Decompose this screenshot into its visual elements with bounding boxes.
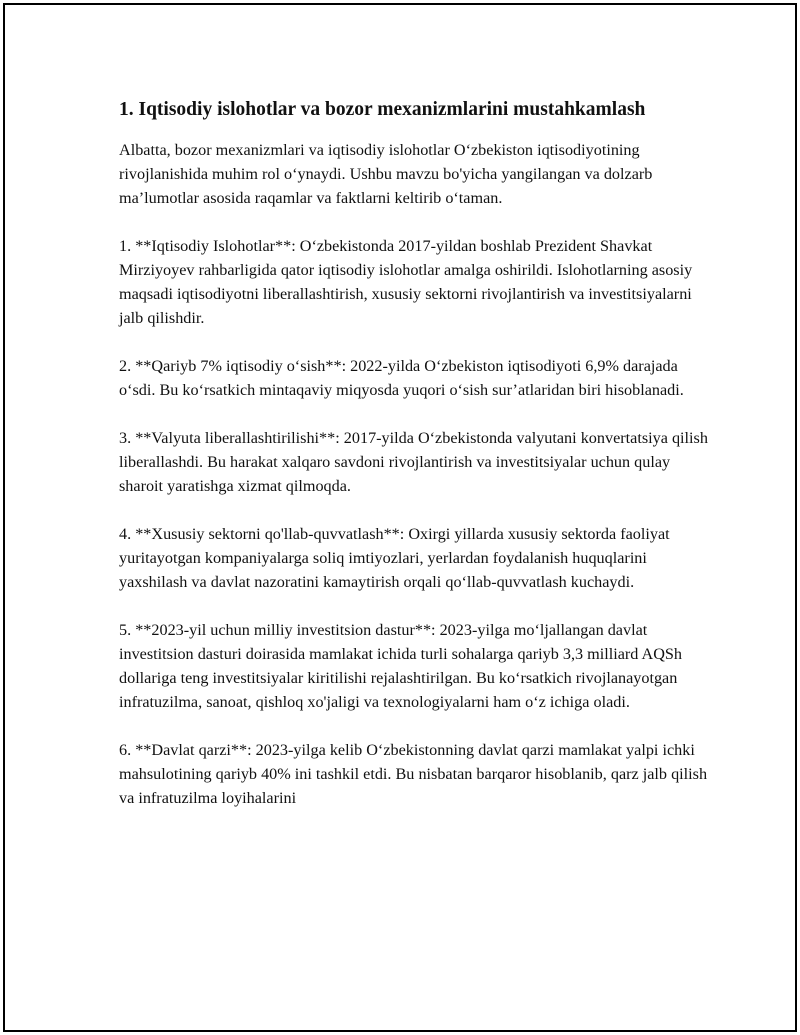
item-private-sector-support: 4. **Xususiy sektorni qo'llab-quvvatlash**: Oxirgi yillarda xususiy sektorda faoliyat yuritayotgan kompaniyalarga soliq imtiyozlari, yerlardan foydalanish huquqlarini yaxshilash va davlat nazoratini kamaytirish orqali qo‘llab-quvvatlash kuchaydi. — [119, 525, 670, 591]
item-public-debt: 6. **Davlat qarzi**: 2023-yilga kelib O‘zbekistonning davlat qarzi mamlakat yalpi ichki mahsulotining qariyb 40% ini tashkil etdi. Bu nisbatan barqaror hisoblanib, qarz jalb qilish va infratuzilma loyihalarini — [119, 741, 708, 807]
item-currency-liberalization: 3. **Valyuta liberallashtirilishi**: 2017-yilda O‘zbekistonda valyutani konvertatsiya qilish liberallashdi. Bu harakat xalqaro savdoni rivojlantirish va investitsiyalar uchun qulay sharoit yaratishga xizmat qilmoqda. — [119, 429, 708, 495]
document-body — [119, 97, 709, 834]
intro-paragraph: Albatta, bozor mexanizmlari va iqtisodiy islohotlar O‘zbekiston iqtisodiyotining rivojlanishida muhim rol o‘ynaydi. Ushbu mavzu bo'yicha yangilangan va dolzarb ma’lumotlar asosida raqamlar va faktlarni keltirib o‘taman. — [119, 141, 653, 207]
page-frame — [3, 3, 797, 1032]
item-investment-program: 5. **2023-yil uchun milliy investitsion dastur**: 2023-yilga mo‘ljallangan davlat investitsion dasturi doirasida mamlakat ichida turli sohalarga qariyb 3,3 milliard AQSh dollariga teng investitsiyalar kiritilishi rejalashtirilgan. Bu ko‘rsatkich rivojlanayotgan infratuzilma, sanoat, qishloq xo'jaligi va texnologiyalarni ham o‘z ichiga oladi. — [119, 621, 683, 711]
item-economic-reforms: 1. **Iqtisodiy Islohotlar**: O‘zbekistonda 2017-yildan boshlab Prezident Shavkat Mirziyoyev rahbarligida qator iqtisodiy islohotlar amalga oshirildi. Islohotlarning asosiy maqsadi iqtisodiyotni liberallashtirish, xususiy sektorni rivojlantirish va investitsiyalarni jalb qilishdir. — [119, 237, 693, 327]
item-economic-growth: 2. **Qariyb 7% iqtisodiy o‘sish**: 2022-yilda O‘zbekiston iqtisodiyoti 6,9% darajada o‘sdi. Bu ko‘rsatkich mintaqaviy miqyosda yuqori o‘sish sur’atlaridan biri hisoblanadi. — [119, 357, 684, 399]
section-heading: 1. Iqtisodiy islohotlar va bozor mexanizmlarini mustahkamlash — [119, 99, 646, 120]
